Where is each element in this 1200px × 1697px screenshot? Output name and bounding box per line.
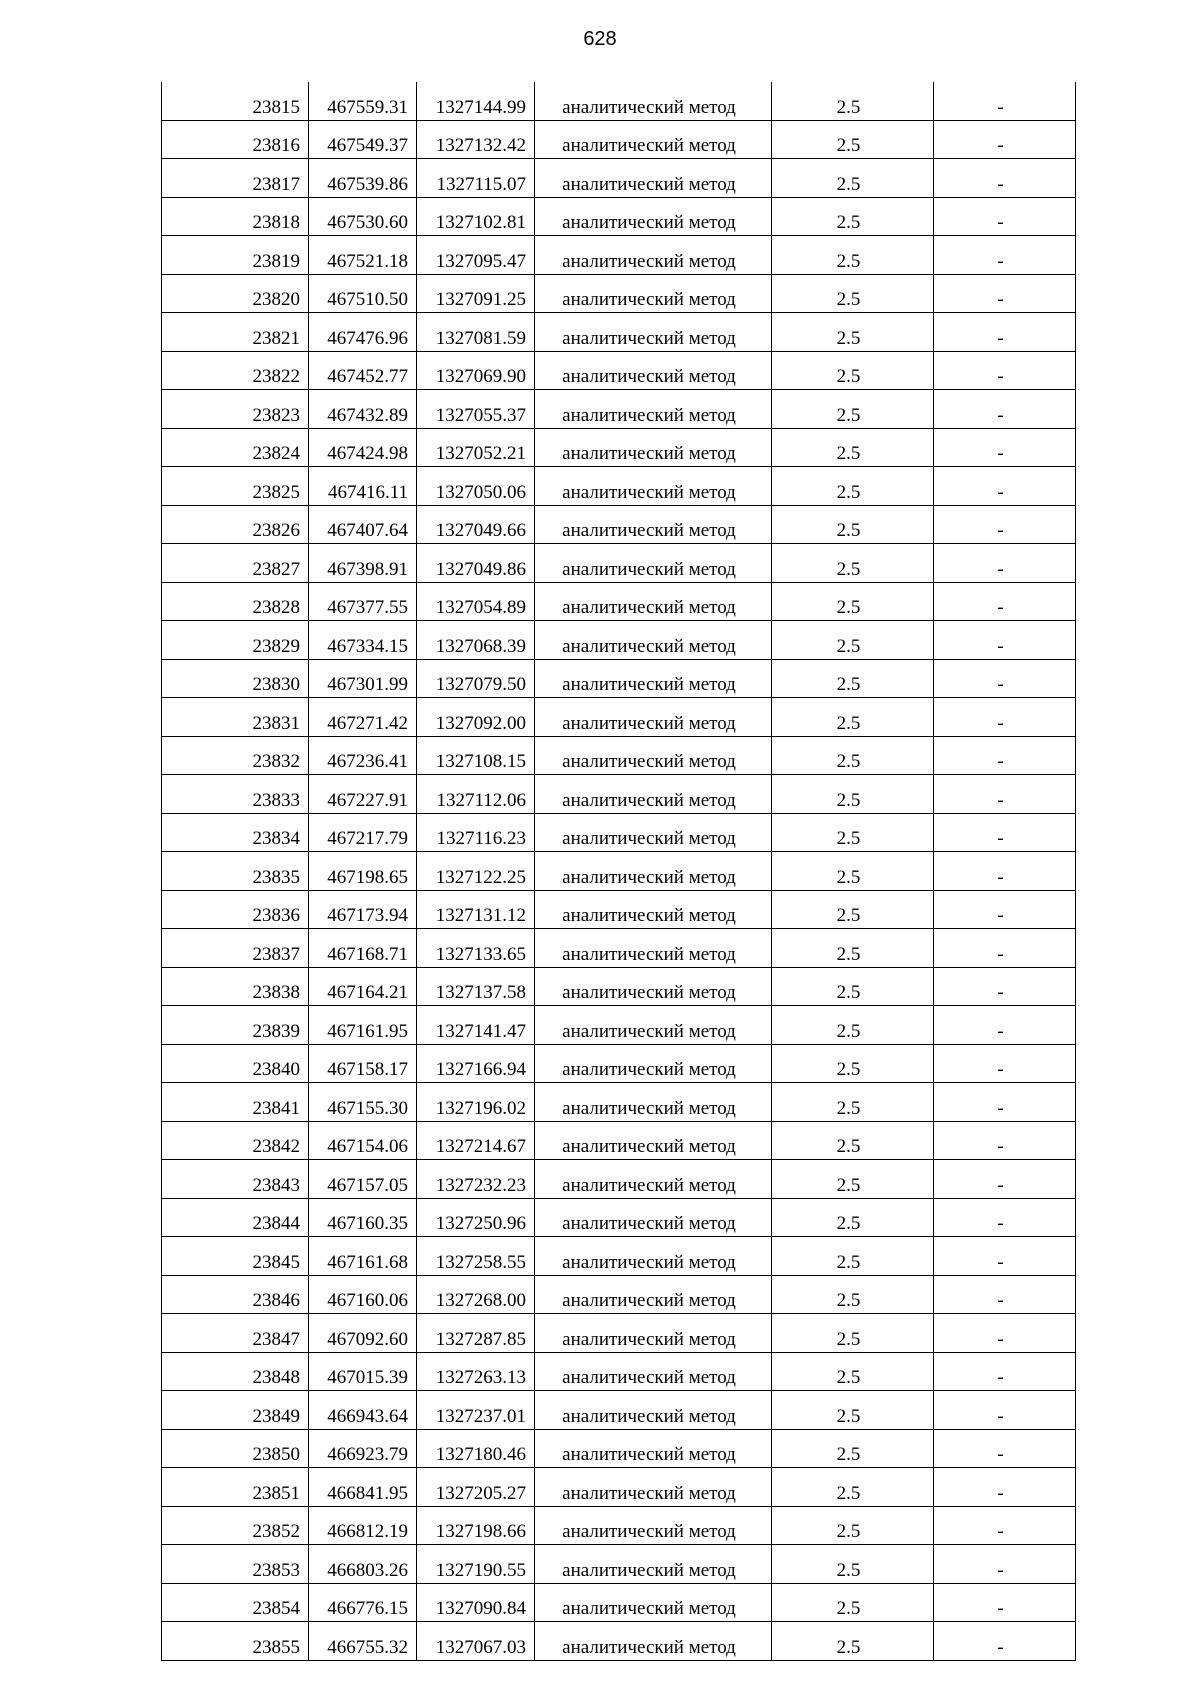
method-cell: аналитический метод [535, 736, 772, 775]
method-cell: аналитический метод [535, 890, 772, 929]
point-number-cell: 23831 [162, 698, 309, 737]
table-row [162, 274, 1076, 313]
x-coordinate-cell: 467377.55 [309, 582, 417, 621]
note-cell: - [934, 544, 1076, 583]
note-cell: - [934, 467, 1076, 506]
note-cell: - [934, 82, 1076, 120]
method-cell: аналитический метод [535, 1044, 772, 1083]
note-cell: - [934, 428, 1076, 467]
note-cell: - [934, 505, 1076, 544]
table-row [162, 659, 1076, 698]
point-number-cell: 23824 [162, 428, 309, 467]
accuracy-cell: 2.5 [772, 852, 934, 891]
point-number-cell: 23836 [162, 890, 309, 929]
method-cell: аналитический метод [535, 1121, 772, 1160]
accuracy-cell: 2.5 [772, 813, 934, 852]
y-coordinate-cell: 1327237.01 [417, 1391, 535, 1430]
accuracy-cell: 2.5 [772, 1622, 934, 1661]
method-cell: аналитический метод [535, 1160, 772, 1199]
coordinates-table [161, 82, 1076, 1661]
y-coordinate-cell: 1327196.02 [417, 1083, 535, 1122]
method-cell: аналитический метод [535, 813, 772, 852]
point-number-cell: 23843 [162, 1160, 309, 1199]
method-cell: аналитический метод [535, 467, 772, 506]
x-coordinate-cell: 467157.05 [309, 1160, 417, 1199]
note-cell: - [934, 775, 1076, 814]
y-coordinate-cell: 1327144.99 [417, 82, 535, 120]
point-number-cell: 23852 [162, 1506, 309, 1545]
x-coordinate-cell: 467271.42 [309, 698, 417, 737]
method-cell: аналитический метод [535, 274, 772, 313]
x-coordinate-cell: 467559.31 [309, 82, 417, 120]
x-coordinate-cell: 467160.35 [309, 1198, 417, 1237]
method-cell: аналитический метод [535, 236, 772, 275]
point-number-cell: 23854 [162, 1583, 309, 1622]
x-coordinate-cell: 466755.32 [309, 1622, 417, 1661]
table-row [162, 775, 1076, 814]
accuracy-cell: 2.5 [772, 1545, 934, 1584]
y-coordinate-cell: 1327133.65 [417, 929, 535, 968]
note-cell: - [934, 1237, 1076, 1276]
table-row [162, 582, 1076, 621]
y-coordinate-cell: 1327090.84 [417, 1583, 535, 1622]
y-coordinate-cell: 1327055.37 [417, 390, 535, 429]
note-cell: - [934, 120, 1076, 159]
method-cell: аналитический метод [535, 621, 772, 660]
table-row [162, 1121, 1076, 1160]
table-row [162, 698, 1076, 737]
method-cell: аналитический метод [535, 1237, 772, 1276]
table-row [162, 890, 1076, 929]
y-coordinate-cell: 1327115.07 [417, 159, 535, 198]
y-coordinate-cell: 1327067.03 [417, 1622, 535, 1661]
point-number-cell: 23815 [162, 82, 309, 120]
y-coordinate-cell: 1327050.06 [417, 467, 535, 506]
table-row [162, 1198, 1076, 1237]
method-cell: аналитический метод [535, 390, 772, 429]
accuracy-cell: 2.5 [772, 159, 934, 198]
note-cell: - [934, 1391, 1076, 1430]
accuracy-cell: 2.5 [772, 1044, 934, 1083]
method-cell: аналитический метод [535, 1429, 772, 1468]
table-row [162, 351, 1076, 390]
method-cell: аналитический метод [535, 1545, 772, 1584]
accuracy-cell: 2.5 [772, 236, 934, 275]
accuracy-cell: 2.5 [772, 621, 934, 660]
method-cell: аналитический метод [535, 197, 772, 236]
x-coordinate-cell: 466803.26 [309, 1545, 417, 1584]
accuracy-cell: 2.5 [772, 313, 934, 352]
table-row [162, 1006, 1076, 1045]
point-number-cell: 23840 [162, 1044, 309, 1083]
point-number-cell: 23855 [162, 1622, 309, 1661]
note-cell: - [934, 659, 1076, 698]
y-coordinate-cell: 1327205.27 [417, 1468, 535, 1507]
table-row [162, 852, 1076, 891]
accuracy-cell: 2.5 [772, 1468, 934, 1507]
y-coordinate-cell: 1327054.89 [417, 582, 535, 621]
point-number-cell: 23850 [162, 1429, 309, 1468]
method-cell: аналитический метод [535, 1083, 772, 1122]
table-row [162, 505, 1076, 544]
accuracy-cell: 2.5 [772, 1237, 934, 1276]
table-row [162, 929, 1076, 968]
table-row [162, 390, 1076, 429]
y-coordinate-cell: 1327263.13 [417, 1352, 535, 1391]
y-coordinate-cell: 1327180.46 [417, 1429, 535, 1468]
note-cell: - [934, 313, 1076, 352]
accuracy-cell: 2.5 [772, 1352, 934, 1391]
method-cell: аналитический метод [535, 1006, 772, 1045]
x-coordinate-cell: 467092.60 [309, 1314, 417, 1353]
y-coordinate-cell: 1327166.94 [417, 1044, 535, 1083]
accuracy-cell: 2.5 [772, 1121, 934, 1160]
method-cell: аналитический метод [535, 1468, 772, 1507]
table-row [162, 1429, 1076, 1468]
table-row [162, 1391, 1076, 1430]
y-coordinate-cell: 1327068.39 [417, 621, 535, 660]
point-number-cell: 23819 [162, 236, 309, 275]
accuracy-cell: 2.5 [772, 1275, 934, 1314]
note-cell: - [934, 1429, 1076, 1468]
accuracy-cell: 2.5 [772, 1160, 934, 1199]
x-coordinate-cell: 467549.37 [309, 120, 417, 159]
table-body [162, 82, 1076, 1660]
method-cell: аналитический метод [535, 698, 772, 737]
x-coordinate-cell: 467161.68 [309, 1237, 417, 1276]
note-cell: - [934, 1545, 1076, 1584]
point-number-cell: 23848 [162, 1352, 309, 1391]
table-row [162, 1506, 1076, 1545]
accuracy-cell: 2.5 [772, 1391, 934, 1430]
point-number-cell: 23841 [162, 1083, 309, 1122]
method-cell: аналитический метод [535, 1352, 772, 1391]
table-row [162, 120, 1076, 159]
note-cell: - [934, 736, 1076, 775]
accuracy-cell: 2.5 [772, 351, 934, 390]
point-number-cell: 23828 [162, 582, 309, 621]
note-cell: - [934, 1006, 1076, 1045]
method-cell: аналитический метод [535, 775, 772, 814]
accuracy-cell: 2.5 [772, 428, 934, 467]
table-row [162, 1314, 1076, 1353]
method-cell: аналитический метод [535, 159, 772, 198]
note-cell: - [934, 1583, 1076, 1622]
x-coordinate-cell: 467334.15 [309, 621, 417, 660]
point-number-cell: 23825 [162, 467, 309, 506]
method-cell: аналитический метод [535, 544, 772, 583]
x-coordinate-cell: 467155.30 [309, 1083, 417, 1122]
point-number-cell: 23832 [162, 736, 309, 775]
method-cell: аналитический метод [535, 1622, 772, 1661]
method-cell: аналитический метод [535, 1391, 772, 1430]
note-cell: - [934, 197, 1076, 236]
note-cell: - [934, 929, 1076, 968]
accuracy-cell: 2.5 [772, 1506, 934, 1545]
table-row [162, 967, 1076, 1006]
accuracy-cell: 2.5 [772, 120, 934, 159]
x-coordinate-cell: 467539.86 [309, 159, 417, 198]
y-coordinate-cell: 1327069.90 [417, 351, 535, 390]
note-cell: - [934, 1506, 1076, 1545]
table-row [162, 313, 1076, 352]
table-row [162, 1083, 1076, 1122]
y-coordinate-cell: 1327092.00 [417, 698, 535, 737]
note-cell: - [934, 390, 1076, 429]
x-coordinate-cell: 467530.60 [309, 197, 417, 236]
note-cell: - [934, 1275, 1076, 1314]
point-number-cell: 23844 [162, 1198, 309, 1237]
y-coordinate-cell: 1327049.66 [417, 505, 535, 544]
x-coordinate-cell: 467452.77 [309, 351, 417, 390]
table-row [162, 428, 1076, 467]
point-number-cell: 23829 [162, 621, 309, 660]
accuracy-cell: 2.5 [772, 967, 934, 1006]
coordinates-table-container [161, 82, 1075, 1661]
y-coordinate-cell: 1327108.15 [417, 736, 535, 775]
x-coordinate-cell: 467164.21 [309, 967, 417, 1006]
note-cell: - [934, 274, 1076, 313]
y-coordinate-cell: 1327250.96 [417, 1198, 535, 1237]
table-row [162, 736, 1076, 775]
table-row [162, 1275, 1076, 1314]
table-row [162, 1545, 1076, 1584]
note-cell: - [934, 621, 1076, 660]
x-coordinate-cell: 467173.94 [309, 890, 417, 929]
x-coordinate-cell: 467416.11 [309, 467, 417, 506]
note-cell: - [934, 852, 1076, 891]
page-number: 628 [583, 28, 617, 50]
note-cell: - [934, 967, 1076, 1006]
point-number-cell: 23830 [162, 659, 309, 698]
y-coordinate-cell: 1327116.23 [417, 813, 535, 852]
note-cell: - [934, 1083, 1076, 1122]
accuracy-cell: 2.5 [772, 1314, 934, 1353]
accuracy-cell: 2.5 [772, 929, 934, 968]
note-cell: - [934, 1044, 1076, 1083]
table-row [162, 1044, 1076, 1083]
note-cell: - [934, 1198, 1076, 1237]
x-coordinate-cell: 467015.39 [309, 1352, 417, 1391]
accuracy-cell: 2.5 [772, 1083, 934, 1122]
method-cell: аналитический метод [535, 1198, 772, 1237]
table-row [162, 621, 1076, 660]
x-coordinate-cell: 467510.50 [309, 274, 417, 313]
accuracy-cell: 2.5 [772, 467, 934, 506]
accuracy-cell: 2.5 [772, 582, 934, 621]
note-cell: - [934, 1352, 1076, 1391]
point-number-cell: 23847 [162, 1314, 309, 1353]
x-coordinate-cell: 466812.19 [309, 1506, 417, 1545]
point-number-cell: 23842 [162, 1121, 309, 1160]
note-cell: - [934, 351, 1076, 390]
note-cell: - [934, 813, 1076, 852]
x-coordinate-cell: 467168.71 [309, 929, 417, 968]
x-coordinate-cell: 466943.64 [309, 1391, 417, 1430]
method-cell: аналитический метод [535, 505, 772, 544]
x-coordinate-cell: 467476.96 [309, 313, 417, 352]
method-cell: аналитический метод [535, 929, 772, 968]
y-coordinate-cell: 1327102.81 [417, 197, 535, 236]
accuracy-cell: 2.5 [772, 890, 934, 929]
point-number-cell: 23845 [162, 1237, 309, 1276]
method-cell: аналитический метод [535, 1314, 772, 1353]
method-cell: аналитический метод [535, 428, 772, 467]
y-coordinate-cell: 1327112.06 [417, 775, 535, 814]
method-cell: аналитический метод [535, 1583, 772, 1622]
x-coordinate-cell: 467301.99 [309, 659, 417, 698]
point-number-cell: 23849 [162, 1391, 309, 1430]
note-cell: - [934, 236, 1076, 275]
y-coordinate-cell: 1327268.00 [417, 1275, 535, 1314]
accuracy-cell: 2.5 [772, 775, 934, 814]
table-row [162, 1352, 1076, 1391]
y-coordinate-cell: 1327258.55 [417, 1237, 535, 1276]
note-cell: - [934, 1121, 1076, 1160]
x-coordinate-cell: 467161.95 [309, 1006, 417, 1045]
accuracy-cell: 2.5 [772, 1429, 934, 1468]
note-cell: - [934, 582, 1076, 621]
note-cell: - [934, 890, 1076, 929]
table-row [162, 813, 1076, 852]
point-number-cell: 23834 [162, 813, 309, 852]
x-coordinate-cell: 467424.98 [309, 428, 417, 467]
method-cell: аналитический метод [535, 967, 772, 1006]
method-cell: аналитический метод [535, 582, 772, 621]
accuracy-cell: 2.5 [772, 505, 934, 544]
method-cell: аналитический метод [535, 659, 772, 698]
point-number-cell: 23818 [162, 197, 309, 236]
note-cell: - [934, 1468, 1076, 1507]
y-coordinate-cell: 1327122.25 [417, 852, 535, 891]
point-number-cell: 23838 [162, 967, 309, 1006]
y-coordinate-cell: 1327198.66 [417, 1506, 535, 1545]
accuracy-cell: 2.5 [772, 390, 934, 429]
y-coordinate-cell: 1327081.59 [417, 313, 535, 352]
point-number-cell: 23826 [162, 505, 309, 544]
y-coordinate-cell: 1327190.55 [417, 1545, 535, 1584]
accuracy-cell: 2.5 [772, 736, 934, 775]
x-coordinate-cell: 467236.41 [309, 736, 417, 775]
x-coordinate-cell: 466923.79 [309, 1429, 417, 1468]
x-coordinate-cell: 467398.91 [309, 544, 417, 583]
table-row [162, 1622, 1076, 1661]
point-number-cell: 23827 [162, 544, 309, 583]
method-cell: аналитический метод [535, 120, 772, 159]
method-cell: аналитический метод [535, 82, 772, 120]
y-coordinate-cell: 1327137.58 [417, 967, 535, 1006]
y-coordinate-cell: 1327141.47 [417, 1006, 535, 1045]
point-number-cell: 23822 [162, 351, 309, 390]
table-row [162, 1237, 1076, 1276]
x-coordinate-cell: 467198.65 [309, 852, 417, 891]
method-cell: аналитический метод [535, 313, 772, 352]
point-number-cell: 23816 [162, 120, 309, 159]
y-coordinate-cell: 1327132.42 [417, 120, 535, 159]
point-number-cell: 23851 [162, 1468, 309, 1507]
accuracy-cell: 2.5 [772, 82, 934, 120]
y-coordinate-cell: 1327232.23 [417, 1160, 535, 1199]
method-cell: аналитический метод [535, 1506, 772, 1545]
table-row [162, 82, 1076, 120]
table-row [162, 236, 1076, 275]
table-row [162, 1583, 1076, 1622]
y-coordinate-cell: 1327091.25 [417, 274, 535, 313]
method-cell: аналитический метод [535, 852, 772, 891]
x-coordinate-cell: 467160.06 [309, 1275, 417, 1314]
point-number-cell: 23853 [162, 1545, 309, 1584]
accuracy-cell: 2.5 [772, 1006, 934, 1045]
y-coordinate-cell: 1327095.47 [417, 236, 535, 275]
accuracy-cell: 2.5 [772, 659, 934, 698]
table-row [162, 467, 1076, 506]
y-coordinate-cell: 1327049.86 [417, 544, 535, 583]
table-row [162, 159, 1076, 198]
x-coordinate-cell: 467217.79 [309, 813, 417, 852]
method-cell: аналитический метод [535, 1275, 772, 1314]
accuracy-cell: 2.5 [772, 274, 934, 313]
y-coordinate-cell: 1327079.50 [417, 659, 535, 698]
accuracy-cell: 2.5 [772, 1198, 934, 1237]
accuracy-cell: 2.5 [772, 1583, 934, 1622]
note-cell: - [934, 1160, 1076, 1199]
x-coordinate-cell: 467158.17 [309, 1044, 417, 1083]
point-number-cell: 23835 [162, 852, 309, 891]
note-cell: - [934, 1314, 1076, 1353]
y-coordinate-cell: 1327131.12 [417, 890, 535, 929]
accuracy-cell: 2.5 [772, 544, 934, 583]
x-coordinate-cell: 467407.64 [309, 505, 417, 544]
note-cell: - [934, 698, 1076, 737]
x-coordinate-cell: 467154.06 [309, 1121, 417, 1160]
note-cell: - [934, 1622, 1076, 1661]
point-number-cell: 23839 [162, 1006, 309, 1045]
point-number-cell: 23820 [162, 274, 309, 313]
x-coordinate-cell: 466841.95 [309, 1468, 417, 1507]
point-number-cell: 23821 [162, 313, 309, 352]
y-coordinate-cell: 1327214.67 [417, 1121, 535, 1160]
table-row [162, 197, 1076, 236]
x-coordinate-cell: 467227.91 [309, 775, 417, 814]
y-coordinate-cell: 1327052.21 [417, 428, 535, 467]
accuracy-cell: 2.5 [772, 197, 934, 236]
point-number-cell: 23823 [162, 390, 309, 429]
accuracy-cell: 2.5 [772, 698, 934, 737]
table-row [162, 1468, 1076, 1507]
x-coordinate-cell: 466776.15 [309, 1583, 417, 1622]
x-coordinate-cell: 467521.18 [309, 236, 417, 275]
method-cell: аналитический метод [535, 351, 772, 390]
point-number-cell: 23833 [162, 775, 309, 814]
point-number-cell: 23846 [162, 1275, 309, 1314]
table-row [162, 544, 1076, 583]
y-coordinate-cell: 1327287.85 [417, 1314, 535, 1353]
x-coordinate-cell: 467432.89 [309, 390, 417, 429]
point-number-cell: 23837 [162, 929, 309, 968]
note-cell: - [934, 159, 1076, 198]
table-row [162, 1160, 1076, 1199]
point-number-cell: 23817 [162, 159, 309, 198]
